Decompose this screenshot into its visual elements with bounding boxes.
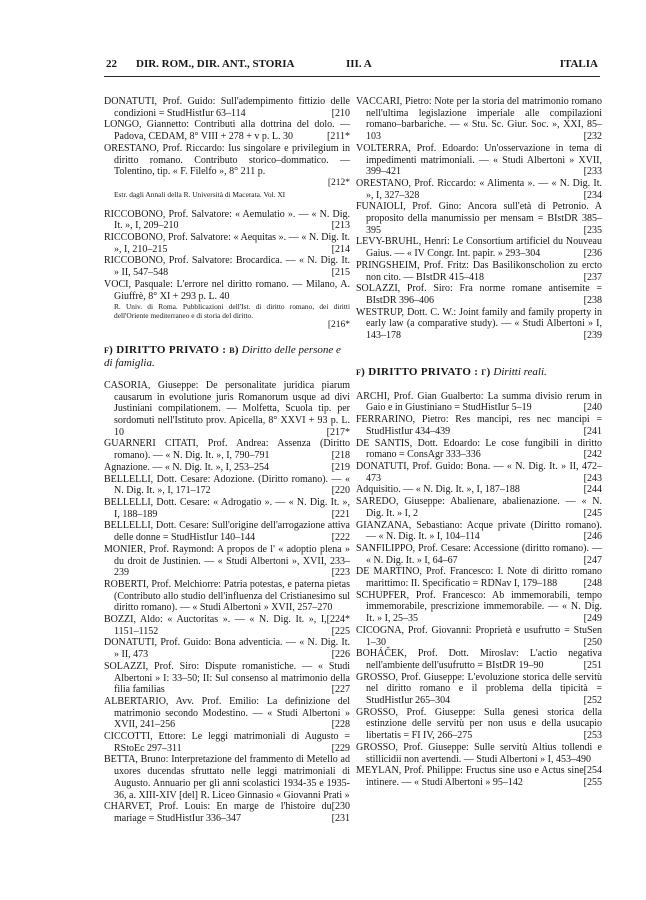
entry-number: [235 (583, 224, 602, 236)
bibliography-entry (104, 279, 350, 302)
entry-text: SCHUPFER, Prof. Francesco: Ab immemorabili, tempo immemorabile, prescrizione immemorabile. — « N. Dig. It. » I, 25–35 (356, 589, 602, 625)
bibliography-entry (356, 438, 602, 461)
entry-number: [248 (583, 578, 602, 590)
section-prefix: f) DIRITTO PRIVATO : γ) (356, 365, 491, 378)
bibliography-entry (356, 566, 602, 589)
bibliography-entry (356, 672, 602, 707)
entry-number: [229 (331, 742, 350, 754)
entry-number: [249 (583, 613, 602, 625)
subnote: R. Univ. di Roma. Pubblicazioni dell'Ist. di diritto romano, dei diritti dell'Oriente mediterraneo e di storia del diritto. (114, 302, 350, 321)
entry-number: [240 (583, 402, 602, 414)
section-title: Diritti reali. (493, 365, 547, 378)
entry-text: VOLTERRA, Prof. Edoardo: Un'osservazione in tema di impedimenti matrimoniali. — « Studi Albertoni » XVII, 399–421 (356, 142, 602, 178)
entry-text: GROSSO, Prof. Giuseppe: Sulle servitù Altius tollendi e stillicidii non avertendi. — Studi Albertoni » I, 453–490 (356, 741, 602, 765)
entry-number: [255 (583, 776, 602, 788)
bibliography-entry (104, 232, 350, 255)
bibliography-entry (356, 143, 602, 178)
entry-text: BETTA, Bruno: Interpretazione del frammento di Metello ad uxores ducendas sfruttato nelle leggi matrimoniali di Augusto. Annuario per gli anni scolastici 1934-35 e 1935-36, a. XIII-XIV [del] R. Liceo Ginnasio « Giovanni Prati » (104, 754, 350, 801)
entry-number: [218 (331, 450, 350, 462)
entry-text: FERRARINO, Pietro: Res mancipi, res nec mancipi = StudHistIur 434–439 (356, 414, 602, 437)
entry-text: ALBERTARIO, Avv. Prof. Emilio: La definizione del matrimonio secondo Modestino. — « Studi Albertoni » XVII, 241–256 (104, 695, 350, 731)
entry-number: [214 (331, 243, 350, 255)
entry-text: Agnazione. — « N. Dig. It. », I, 253–254 (104, 461, 269, 473)
entry-text: CASORIA, Giuseppe: De personalitate juridica piarum causarum in evolutione juris Romanorum usque ad divi Justiniani compilationem. — Molfetta, Scuola tip. per sordomuti nell'Istituto prov. Apicella, 8° XXVI + 93 p. L. 10 (104, 379, 350, 438)
entry-number: [243 (583, 472, 602, 484)
page-number: 22 (106, 58, 117, 70)
bibliography-entry (356, 461, 602, 484)
bibliography-entry (356, 307, 602, 342)
entry-number: [241 (583, 425, 602, 437)
entry-number: [253 (583, 730, 602, 742)
section-prefix: f) DIRITTO PRIVATO : β) (104, 343, 239, 356)
entry-number: [220 (331, 485, 350, 497)
entry-number: [237 (583, 271, 602, 283)
entry-text: DE MARTINO, Prof. Francesco: I. Note di diritto romano marittimo: II. Specificatio = RDNav I, 179–188 (356, 566, 602, 590)
entry-text: BOZZI, Aldo: « Auctoritas ». — « N. Dig. It. », I, 1151–1152 (104, 614, 327, 637)
section-title: Diritto delle persone e di famiglia. (104, 343, 341, 369)
entry-text: GUARNERI CITATI, Prof. Andrea: Assenza (Diritto romano). — « N. Dig. It. », I, 790–791 (104, 438, 350, 462)
bibliography-list (356, 391, 602, 789)
bibliography-entry (104, 119, 350, 142)
entry-number: [224* (326, 614, 350, 626)
entry-number: [217* (326, 426, 350, 438)
bibliography-entry (356, 414, 602, 437)
entry-number: [233 (583, 166, 602, 178)
bibliography-entry (356, 96, 602, 143)
bibliography-entry (104, 520, 350, 543)
bibliography-entry (356, 201, 602, 236)
bibliography-entry (104, 462, 350, 474)
entry-number: [236 (583, 248, 602, 260)
entry-text: SOLAZZI, Prof. Siro: Dispute romanistiche. — « Studi Albertoni » I: 33–50; II: Sul consenso al matrimonio della filia familias (104, 660, 350, 696)
entry-text: BELLELLI, Dott. Cesare: Sull'origine dell'arrogazione attiva delle donne = StudHistIur 140–144 (104, 520, 350, 544)
bibliography-entry (356, 590, 602, 625)
entry-text: ROBERTI, Prof. Melchiorre: Patria potestas, e paterna pietas (Contributo allo studio dell'influenza del Cristianesimo sul diritto romano). — « Studi Albertoni » XVII, 257–270 (104, 578, 350, 614)
entry-number: [250 (583, 636, 602, 648)
entry-text: PRINGSHEIM, Prof. Fritz: Das Basilikonscholion zu ercto non cito. — BIstDR 415–418 (356, 259, 602, 283)
entry-text: BOHÁČEK, Prof. Dott. Miroslav: L'actio negativa nell'ambiente dell'usufrutto = BIstDR 19–90 (356, 648, 602, 671)
entry-number: [227 (331, 684, 350, 696)
header-rule (104, 76, 600, 77)
entry-number: [239 (583, 330, 602, 342)
bibliography-entry (356, 391, 602, 414)
bibliography-entry (356, 178, 602, 201)
left-column (104, 96, 350, 825)
bibliography-list (356, 96, 602, 342)
section-mark: III. A (346, 58, 372, 70)
running-title: DIR. ROM., DIR. ANT., STORIA (136, 58, 295, 70)
entry-text: ARCHI, Prof. Gian Gualberto: La summa divisio rerum in Gaio e in Giustiniano = StudHistIur 5–19 (356, 390, 602, 414)
bibliography-entry (104, 731, 350, 754)
entry-text: LEVY-BRUHL, Henri: Le Consortium artificiel du Nouveau Gaius. — « IV Congr. Int. papir. » 293–304 (356, 236, 602, 260)
entry-text: Adquisitio. — « N. Dig. It. », I, 187–188 (356, 484, 520, 496)
bibliography-entry (104, 438, 350, 461)
bibliography-entry (104, 474, 350, 497)
bibliography-entry (104, 661, 350, 696)
entry-text: DONATUTI, Prof. Guido: Bona adventicia. — « N. Dig. It. » II, 473 (104, 637, 350, 661)
section-heading (104, 344, 350, 370)
bibliography-entry (356, 496, 602, 519)
entry-text: VACCARI, Pietro: Note per la storia del matrimonio romano nell'ultima legislazione imperiale alle compilazioni romano–barbariche. — « Stu. Sc. Giur. Soc. », XXI, 85–103 (356, 96, 602, 143)
entry-text: GROSSO, Prof. Giuseppe: Sulla genesi storica della estinzione delle servitù per non usus e della usucapio libertatis = FI IV, 266–275 (356, 706, 602, 742)
entry-number: [211* (327, 131, 350, 143)
entry-text: LONGO, Giannetto: Contributi alla dottrina del dolo. — Padova, CEDAM, 8° VIII + 278 + v p. L. 30 (104, 119, 350, 143)
bibliography-entry (356, 543, 602, 566)
entry-number: [222 (331, 532, 350, 544)
entry-number: [231 (331, 812, 350, 824)
entry-number: [230 (331, 801, 350, 813)
bibliography-entry (104, 255, 350, 278)
bibliography-list-top (104, 96, 350, 178)
entry-text: SANFILIPPO, Prof. Cesare: Accessione (diritto romano). — « N. Dig. It. » I, 64–67 (356, 542, 602, 566)
bibliography-entry (356, 520, 602, 543)
entry-number: [244 (583, 484, 602, 496)
subnote: Estr. dagli Annali della R. Università di Macerata. Vol. XI (114, 189, 286, 199)
entry-text: VOCI, Pasquale: L'errore nel diritto romano. — Milano, A. Giuffrè, 8° XI + 293 p. L. 40 (104, 278, 350, 302)
bibliography-entry (104, 143, 350, 178)
entry-number: [221 (331, 508, 350, 520)
bibliography-entry (104, 637, 350, 660)
bibliography-entry (356, 707, 602, 742)
entry-number: [252 (583, 695, 602, 707)
entry-number: [228 (331, 719, 350, 731)
entry-text: RICCOBONO, Prof. Salvatore: Brocardica. — « N. Dig. It. » II, 547–548 (104, 255, 350, 279)
entry-text: WESTRUP, Dott. C. W.: Joint family and family property in early law (a comparative study). — « Studi Albertoni » I, 143–178 (356, 306, 602, 342)
entry-text: DONATUTI, Prof. Guido: Sull'adempimento fittizio delle condizioni = StudHistIur 63–114 (104, 96, 350, 119)
entry-number: [225 (331, 625, 350, 637)
bibliography-list-middle (104, 209, 350, 303)
entry-ref-note: [216* (327, 320, 350, 331)
entry-number: [251 (583, 659, 602, 671)
bibliography-entry (356, 765, 602, 788)
bibliography-entry (104, 497, 350, 520)
entry-text: DONATUTI, Prof. Guido: Bona. — « N. Dig. It. » II, 472–473 (356, 460, 602, 484)
bibliography-entry (356, 260, 602, 283)
entry-text: MEYLAN, Prof. Philippe: Fructus sine uso e Actus sine intinere. — « Studi Albertoni » 95–142 (356, 765, 584, 788)
entry-text: RICCOBONO, Prof. Salvatore: « Aequitas ». — « N. Dig. It. », I, 210–215 (104, 232, 350, 255)
country-label: ITALIA (559, 58, 598, 70)
entry-text: BELLELLI, Dott. Cesare: « Adrogatio ». — « N. Dig. It. », I, 188–189 (104, 496, 350, 520)
bibliography-entry (104, 696, 350, 731)
entry-number: [254 (583, 765, 602, 777)
bibliography-entry (356, 283, 602, 306)
running-header (106, 58, 598, 72)
entry-number: [219 (331, 461, 350, 473)
section-heading (356, 366, 602, 379)
bibliography-entry (104, 614, 350, 637)
entry-number: [213 (331, 220, 350, 232)
entry-number: [210 (331, 107, 350, 119)
entry-number: [234 (583, 189, 602, 201)
bibliography-entry (356, 648, 602, 671)
entry-number: [246 (583, 531, 602, 543)
entry-number: [215 (331, 267, 350, 279)
entry-text: ORESTANO, Prof. Riccardo: « Alimenta ». — « N. Dig. It. », I, 327–328 (356, 177, 602, 201)
entry-text: ORESTANO, Prof. Riccardo: Ius singolare e privilegium in diritto romano. Contributo storico–dommatico. — Tolentino, tip. « F. Filelfo », 8° 211 p. (104, 142, 350, 178)
entry-text: RICCOBONO, Prof. Salvatore: « Aemulatio ». — « N. Dig. It. », I, 209–210 (104, 208, 350, 232)
entry-text: GROSSO, Prof. Giuseppe: L'evoluzione storica delle servitù nel diritto romano e il problema della tipicità = StudHistIur 265–304 (356, 671, 602, 707)
entry-number: [247 (583, 554, 602, 566)
bibliography-entry (104, 209, 350, 232)
entry-text: CICOGNA, Prof. Giovanni: Proprietà e usufrutto = StuSen 1–30 (356, 624, 602, 648)
entry-text: SOLAZZI, Prof. Siro: Fra norme romane antisemite = BIstDR 396–406 (356, 283, 602, 306)
bibliography-entry (104, 96, 350, 119)
entry-text: CHARVET, Prof. Louis: En marge de l'histoire du mariage = StudHistIur 336–347 (104, 801, 332, 824)
entry-text: MONIER, Prof. Raymond: A propos de l' « adoptio plena » du droit de Justinien. — « Studi Albertoni », XVII, 233–239 (104, 543, 350, 579)
entry-number: [223 (331, 567, 350, 579)
bibliography-entry (356, 484, 602, 496)
entry-number: [242 (583, 449, 602, 461)
right-column (356, 96, 602, 789)
entry-number: [238 (583, 294, 602, 306)
entry-number: [226 (331, 649, 350, 661)
entry-text: FUNAIOLI, Prof. Gino: Ancora sull'età di Petronio. A proposito della manumissio per mensam = BIstDR 385–395 (356, 201, 602, 236)
bibliography-entry (356, 625, 602, 648)
entry-text: CICCOTTI, Ettore: Le leggi matrimoniali di Augusto = RStoEc 297–311 (104, 731, 350, 754)
bibliography-entry (104, 801, 350, 824)
bibliography-list (104, 380, 350, 825)
entry-text: DE SANTIS, Dott. Edoardo: Le cose fungibili in diritto romano = ConsAgr 333–336 (356, 437, 602, 461)
entry-text: SAREDO, Giuseppe: Abalienare, abalienazione. — « N. Dig. It. » I, 2 (356, 496, 602, 519)
bibliography-entry (104, 544, 350, 579)
entry-number: [245 (583, 507, 602, 519)
entry-number: [232 (583, 131, 602, 143)
entry-text: BELLELLI, Dott. Cesare: Adozione. (Diritto romano). — « N. Dig. It. », I, 171–172 (104, 473, 350, 497)
bibliography-entry (356, 236, 602, 259)
entry-text: GIANZANA, Sebastiano: Acque private (Diritto romano). — « N. Dig. It. » I, 104–114 (356, 519, 602, 543)
entry-ref-note: [212* (327, 177, 350, 188)
bibliography-entry (104, 380, 350, 439)
